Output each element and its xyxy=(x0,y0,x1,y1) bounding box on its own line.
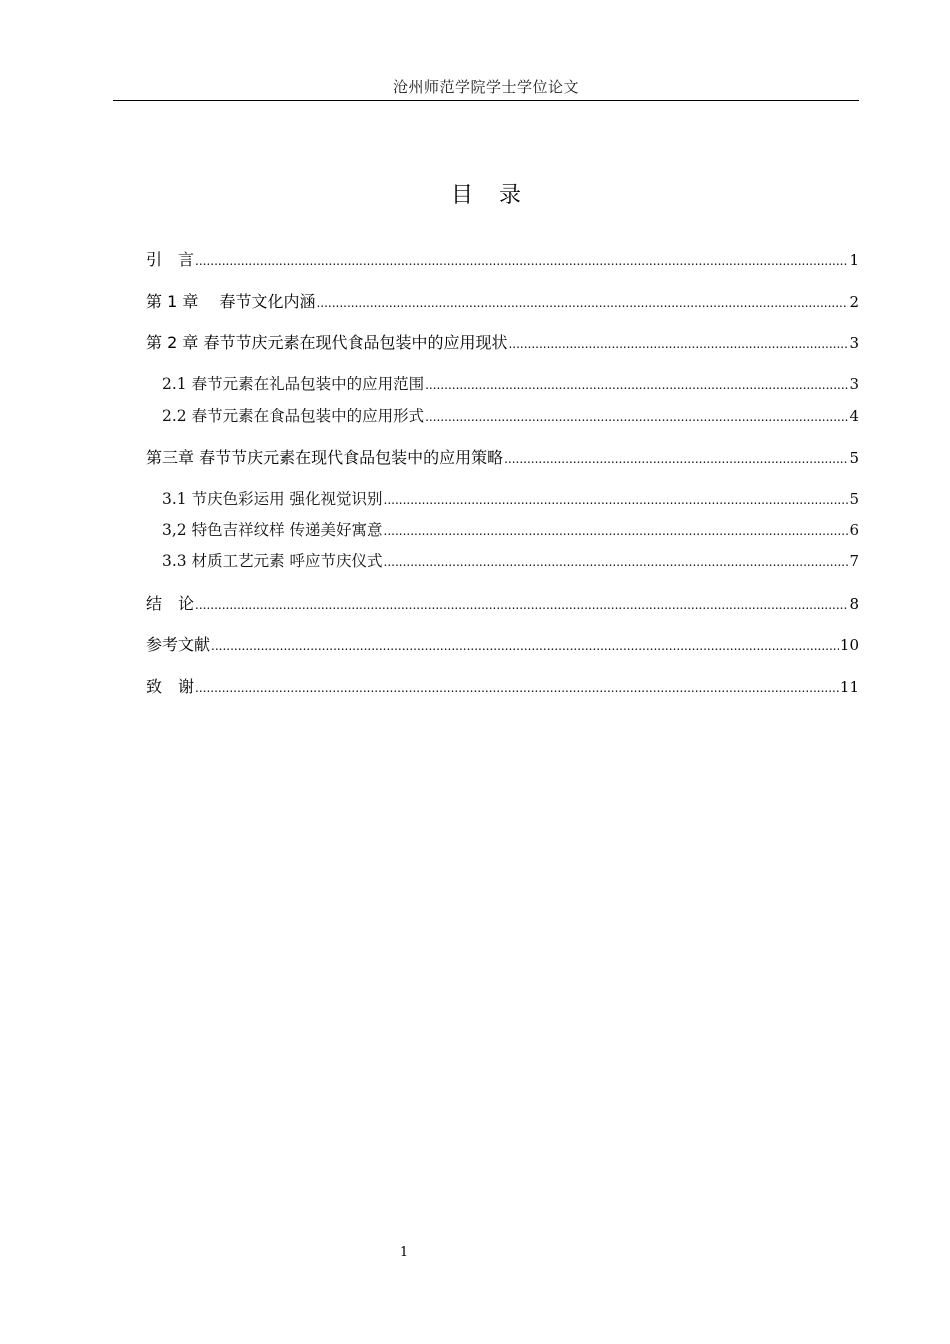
toc-entry-chapter-3[interactable] xyxy=(146,445,859,467)
toc-entry-conclusion[interactable] xyxy=(146,591,859,613)
toc-entry-label: 第三章 春节节庆元素在现代食品包装中的应用策略 xyxy=(146,448,504,467)
toc-dot-leader xyxy=(504,452,848,466)
toc-dot-leader xyxy=(425,410,848,424)
toc-entry-section-3-3[interactable] xyxy=(162,549,859,571)
toc-entry-page: 11 xyxy=(839,678,859,696)
toc-dot-leader xyxy=(195,598,848,612)
toc-entry-page: 5 xyxy=(849,490,859,508)
toc-entry-section-3-1[interactable] xyxy=(162,487,859,509)
toc-entry-page: 1 xyxy=(849,251,859,269)
toc-entry-label: 引 言 xyxy=(146,250,195,269)
toc-entry-introduction[interactable] xyxy=(146,247,859,269)
toc-entry-page: 6 xyxy=(849,521,859,539)
page-header: 沧州师范学院学士学位论文 xyxy=(392,78,579,96)
toc-entry-label: 3.1 节庆色彩运用 强化视觉识别 xyxy=(162,490,383,508)
toc-entry-page: 8 xyxy=(849,595,859,613)
toc-entry-acknowledgements[interactable] xyxy=(146,674,859,696)
toc-entry-page: 5 xyxy=(849,449,859,467)
toc-dot-leader xyxy=(384,493,849,507)
toc-entry-page: 2 xyxy=(849,293,859,311)
toc-entry-label: 第 2 章 春节节庆元素在现代食品包装中的应用现状 xyxy=(146,333,508,352)
toc-entry-page: 7 xyxy=(849,552,859,570)
toc-entry-section-2-1[interactable] xyxy=(162,372,859,394)
toc-entry-page: 3 xyxy=(849,334,859,352)
toc-entry-page: 10 xyxy=(839,636,859,654)
toc-entry-chapter-2[interactable] xyxy=(146,330,859,352)
toc-dot-leader xyxy=(195,681,839,695)
toc-title: 目录 xyxy=(450,183,547,208)
toc-entry-section-2-2[interactable] xyxy=(162,404,859,426)
toc-dot-leader xyxy=(384,524,849,538)
toc-entry-label: 2.2 春节元素在食品包装中的应用形式 xyxy=(162,407,425,425)
toc-entry-label: 结 论 xyxy=(146,594,195,613)
toc-entry-label: 3,2 特色吉祥纹样 传递美好寓意 xyxy=(162,521,383,539)
toc-dot-leader xyxy=(195,254,848,268)
toc-entry-label: 参考文献 xyxy=(146,635,211,654)
toc-entry-page: 3 xyxy=(849,375,859,393)
toc-entry-label: 3.3 材质工艺元素 呼应节庆仪式 xyxy=(162,552,383,570)
toc-entry-page: 4 xyxy=(849,407,859,425)
toc-entry-label: 致 谢 xyxy=(146,677,195,696)
toc-entry-label: 第 1 章 春节文化内涵 xyxy=(146,292,316,311)
toc-entry-chapter-1[interactable] xyxy=(146,289,859,311)
toc-entry-references[interactable] xyxy=(146,632,859,654)
toc-dot-leader xyxy=(425,378,848,392)
toc-dot-leader xyxy=(508,337,848,351)
page-number: 1 xyxy=(399,1245,409,1260)
toc-dot-leader xyxy=(211,639,839,653)
toc-dot-leader xyxy=(384,555,849,569)
toc-dot-leader xyxy=(316,296,848,310)
toc-entry-section-3-2[interactable] xyxy=(162,518,859,540)
toc-entry-label: 2.1 春节元素在礼品包装中的应用范围 xyxy=(162,375,425,393)
